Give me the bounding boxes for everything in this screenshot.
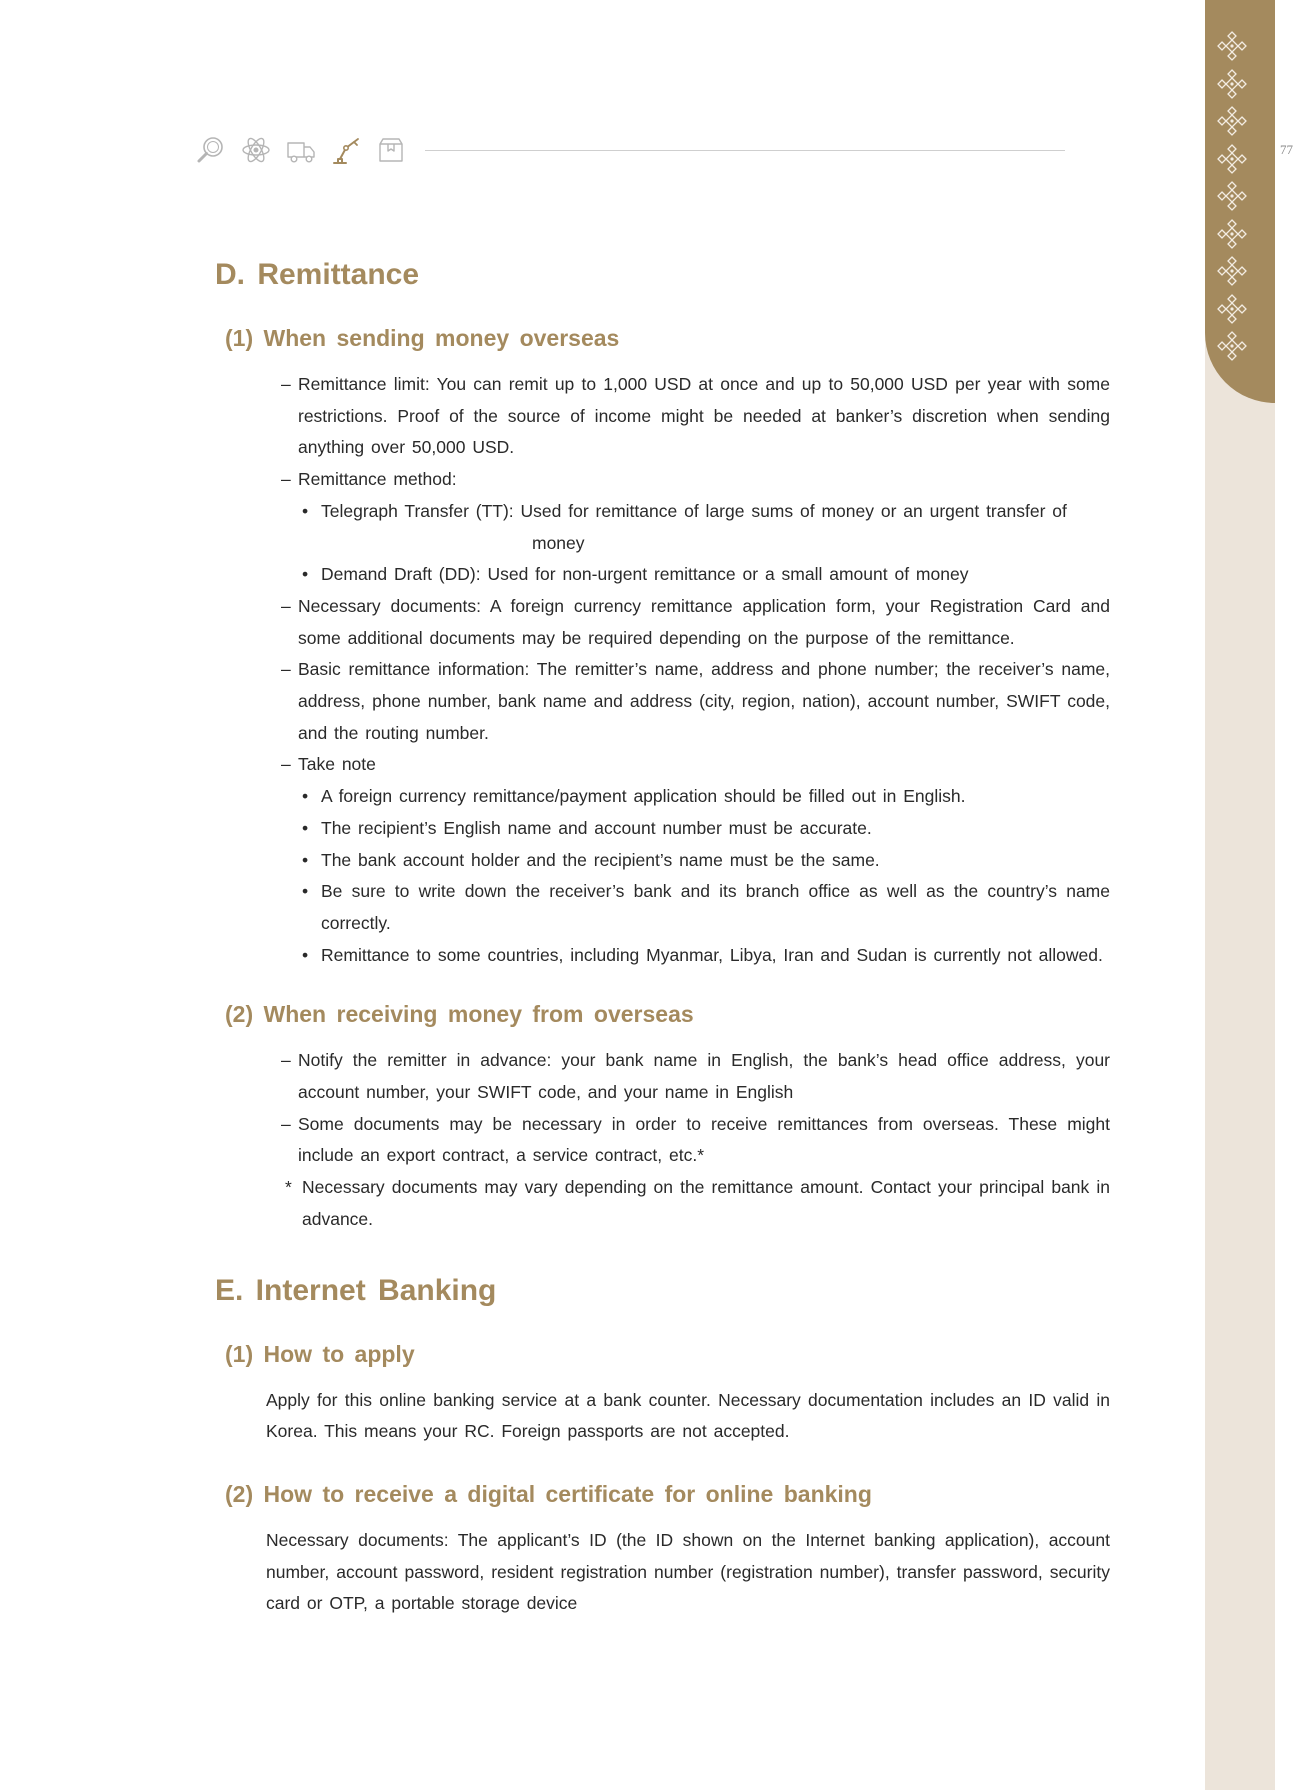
paragraph-digital-certificate: Necessary documents: The applicant’s ID (the ID shown on the Internet banking application), account number, account password, resident registration number (registration number), transfer password, security card or OTP, a portable storage device <box>266 1529 1110 1614</box>
list-item-necessary-documents: – Necessary documents: A foreign currency remittance application form, your Registration Card and some additional documents may be required depending on the purpose of the remittance. <box>266 591 1110 654</box>
note-item: • Be sure to write down the receiver’s bank and its branch office as well as the country’s name correctly. <box>302 876 1110 939</box>
telegraph-transfer-line2: money <box>532 532 585 553</box>
list-item-take-note: – Take note <box>266 749 1110 781</box>
page-content <box>215 254 1110 1620</box>
diamond-ornament-icon <box>1215 179 1249 213</box>
diamond-ornament-icon <box>1215 29 1249 63</box>
section-title-internet-banking: E. Internet Banking <box>215 1273 497 1307</box>
diamond-ornament-icon <box>1215 329 1249 363</box>
list-item-remittance-limit: – Remittance limit: You can remit up to 1,000 USD at once and up to 50,000 USD per year with some restrictions. Proof of the source of income might be needed at banker’s discretion when sending anything over 50,000 USD. <box>266 369 1110 464</box>
list-item-remittance-method: – Remittance method: <box>266 464 1110 496</box>
header-rule <box>425 150 1065 151</box>
telegraph-transfer-line1: • Telegraph Transfer (TT): Used for remittance of large sums of money or an urgent transfer of <box>321 500 1067 521</box>
robot-arm-icon <box>330 134 362 166</box>
section-title-remittance: D. Remittance <box>215 258 420 291</box>
list-item-notify-remitter: – Notify the remitter in advance: your bank name in English, the bank’s head office address, your account number, your SWIFT code, and your name in English <box>266 1045 1110 1108</box>
list-item-receiving-documents: – Some documents may be necessary in order to receive remittances from overseas. These might include an export contract, a service contract, etc.* <box>266 1109 1110 1172</box>
note-item: • The recipient’s English name and account number must be accurate. <box>302 813 1110 845</box>
subsection-title-sending: (1) When sending money overseas <box>225 325 620 351</box>
list-item-basic-info: – Basic remittance information: The remitter’s name, address and phone number; the receiver’s name, address, phone number, bank name and address (city, region, nation), account number, SWIFT code, and the routing number. <box>266 654 1110 749</box>
magnifier-icon <box>195 134 227 166</box>
diamond-ornament-icon <box>1215 142 1249 176</box>
diamond-ornament-icon <box>1215 67 1249 101</box>
subsection-title-digital-certificate: (2) How to receive a digital certificate for online banking <box>225 1480 872 1507</box>
bullet-telegraph-transfer <box>302 496 1110 559</box>
bullet-demand-draft: • Demand Draft (DD): Used for non-urgent remittance or a small amount of money <box>302 559 1110 591</box>
note-item: • A foreign currency remittance/payment application should be filled out in English. <box>302 781 1110 813</box>
truck-icon <box>285 134 317 166</box>
paragraph-how-to-apply: Apply for this online banking service at a bank counter. Necessary documentation includes an ID valid in Korea. This means your RC. Foreign passports are not accepted. <box>266 1389 1110 1442</box>
diamond-ornament-icon <box>1215 104 1249 138</box>
page-header <box>195 130 1293 170</box>
diamond-ornament-icon <box>1215 217 1249 251</box>
note-item: • Remittance to some countries, including Myanmar, Libya, Iran and Sudan is currently not allowed. <box>302 940 1110 972</box>
atom-icon <box>240 134 272 166</box>
subsection-title-how-to-apply: (1) How to apply <box>225 1340 415 1367</box>
box-icon <box>375 134 407 166</box>
footnote: * Necessary documents may vary depending on the remittance amount. Contact your principal bank in advance. <box>285 1172 1110 1235</box>
note-item: • The bank account holder and the recipient’s name must be the same. <box>302 845 1110 877</box>
subsection-title-receiving: (2) When receiving money from overseas <box>225 1001 694 1028</box>
diamond-ornament-icon <box>1215 292 1249 326</box>
page-number: 77 <box>1280 142 1293 157</box>
diamond-ornament-icon <box>1215 254 1249 288</box>
